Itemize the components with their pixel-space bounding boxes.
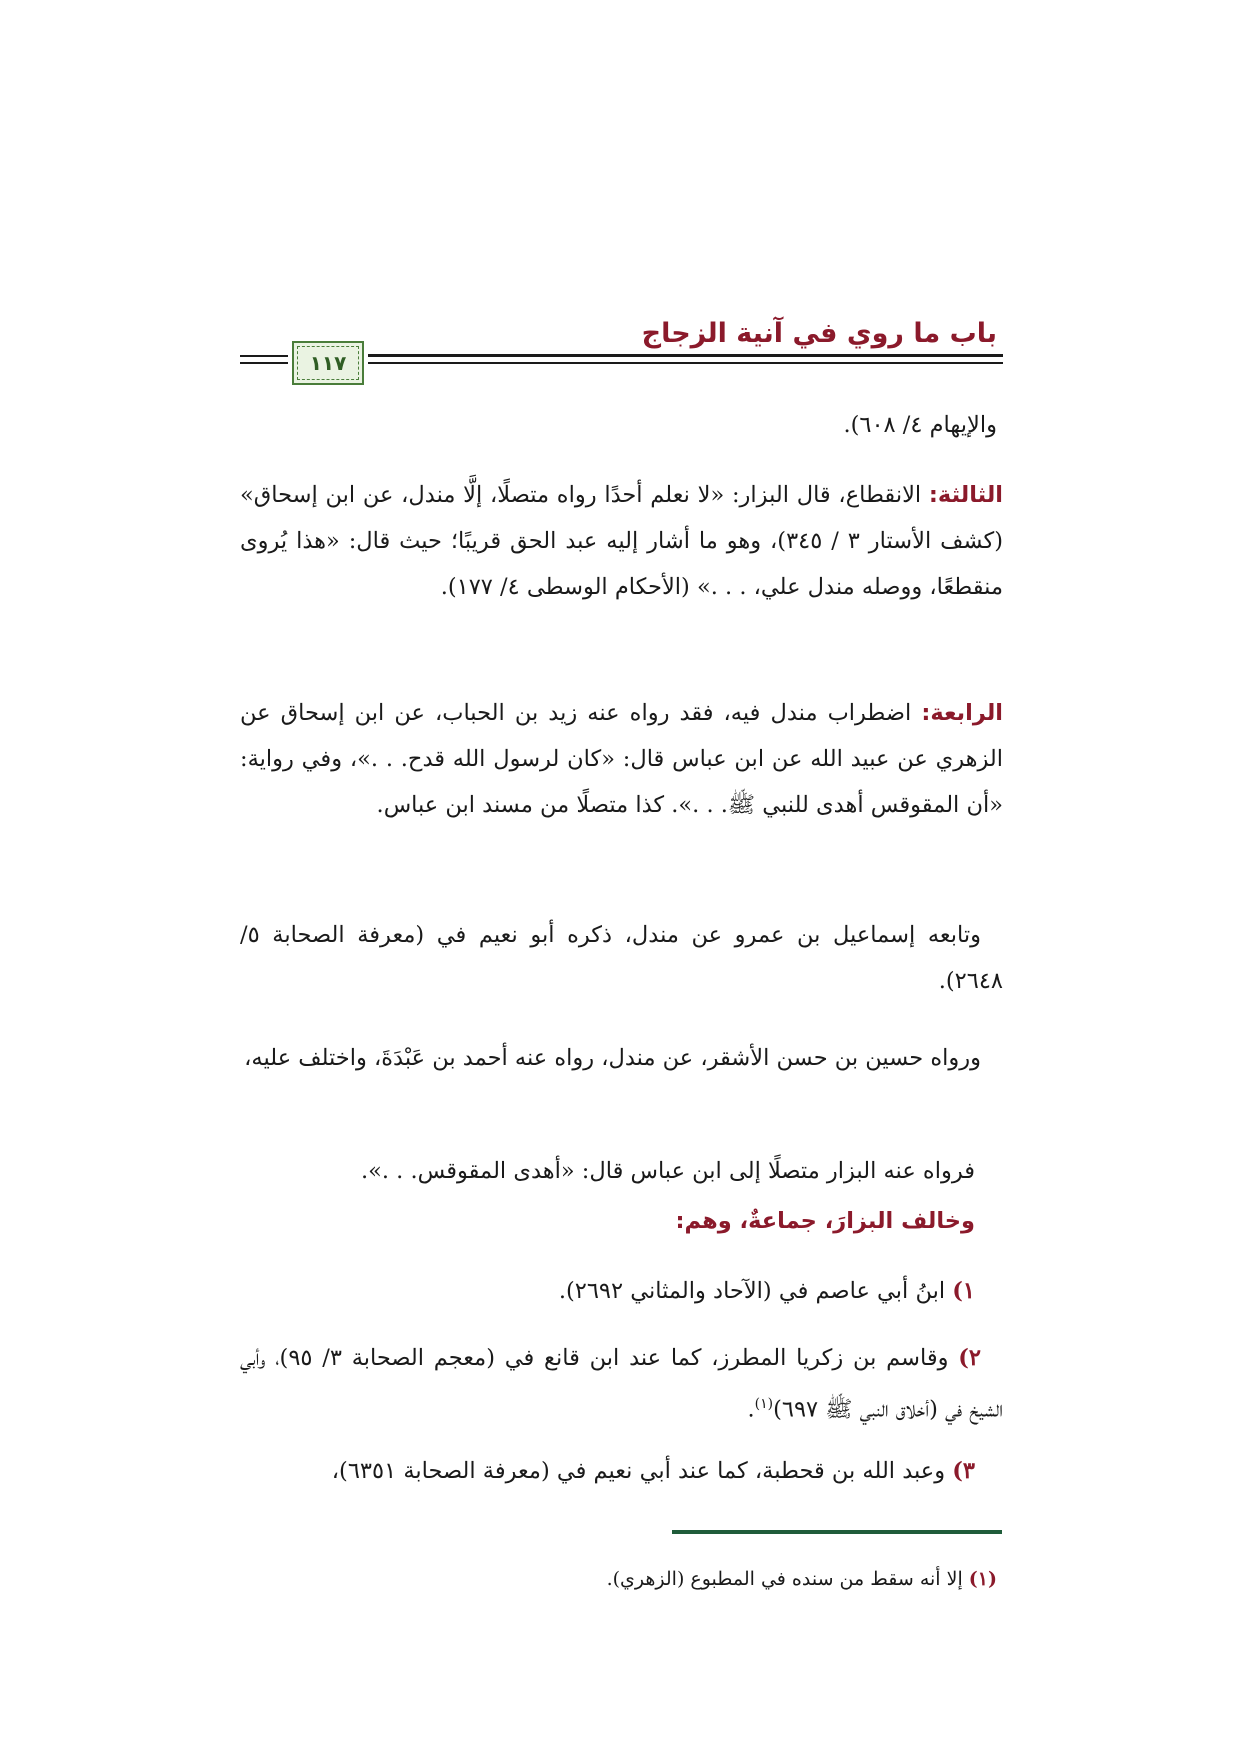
header-rule-right-bottom: [368, 362, 1003, 364]
list-text: وعبد الله بن قحطبة، كما عند أبي نعيم في (معرفة الصحابة ٦٣٥١)،: [331, 1458, 953, 1484]
list-text: ابنُ أبي عاصم في (الآحاد والمثاني ٢٦٩٢).: [558, 1278, 953, 1304]
paragraph-text: وتابعه إسماعيل بن عمرو عن مندل، ذكره أبو نعيم في (معرفة الصحابة ٥/ ٢٦٤٨).: [240, 922, 1003, 994]
list-number: ٣): [952, 1458, 975, 1484]
paragraph-third: [240, 472, 1003, 610]
list-text: وقاسم بن زكريا المطرز، كما عند ابن قانع في (معجم الصحابة ٣/ ٩٥)، وأبي الشيخ في (أخلاق النبي ﷺ ٦٩٧): [240, 1345, 1003, 1423]
heading-text: وخالف البزارَ، جماعةٌ، وهم:: [675, 1208, 975, 1234]
footnote-ref[interactable]: (١): [754, 1396, 774, 1412]
header-rule-left-bottom: [240, 362, 288, 364]
list-text-tail: .: [747, 1396, 755, 1423]
footnote-text: إلا أنه سقط من سنده في المطبوع (الزهري).: [606, 1568, 969, 1590]
page-number-badge: [292, 341, 364, 385]
list-number: ١): [952, 1278, 975, 1304]
paragraph-continuation: [240, 412, 997, 438]
footnote: [607, 1568, 997, 1590]
section-heading: [240, 1208, 975, 1234]
paragraph-label: الثالثة:: [928, 482, 1003, 508]
chapter-title: باب ما روي في آنية الزجاج: [641, 318, 997, 349]
list-item: [240, 1335, 1003, 1433]
paragraph-sixth: [240, 1035, 1003, 1081]
paragraph-text: الانقطاع، قال البزار: «لا نعلم أحدًا رواه متصلًا، إلَّا مندل، عن ابن إسحاق» (كشف الأستار ٣ / ٣٤٥)، وهو ما أشار إليه عبد الحق قريبًا؛ حيث قال: «هذا يُروى منقطعًا، ووصله مندل علي، . . .» (الأحكام الوسطى ٤/ ١٧٧).: [240, 482, 1004, 600]
paragraph-seventh: [240, 1158, 975, 1184]
paragraph-text: ورواه حسين بن حسن الأشقر، عن مندل، رواه عنه أحمد بن عَبْدَةَ، واختلف عليه،: [244, 1045, 981, 1071]
list-item: [240, 1458, 975, 1484]
paragraph-label: الرابعة:: [921, 700, 1003, 726]
paragraph-text: فرواه عنه البزار متصلًا إلى ابن عباس قال: «أهدى المقوقس. . .».: [360, 1158, 975, 1184]
footnote-number: (١): [968, 1568, 997, 1590]
paragraph-text: اضطراب مندل فيه، فقد رواه عنه زيد بن الحباب، عن ابن إسحاق عن الزهري عن عبيد الله عن ابن عباس قال: «كان لرسول الله قدح. . .»، وفي رواية: «أن المقوقس أهدى للنبي ﷺ. . .». كذا متصلًا من مسند ابن عباس.: [240, 700, 1003, 818]
header-rule-right-top: [368, 354, 1003, 357]
paragraph-fifth: [240, 912, 1003, 1004]
paragraph-text: والإيهام ٤/ ٦٠٨).: [843, 412, 997, 438]
paragraph-fourth: [240, 690, 1003, 828]
page-number: ١١٧: [309, 351, 347, 375]
list-number: ٢): [958, 1345, 981, 1371]
footnote-separator: [672, 1530, 1002, 1534]
list-item: [240, 1278, 975, 1304]
header-rule-left-top: [240, 355, 288, 357]
